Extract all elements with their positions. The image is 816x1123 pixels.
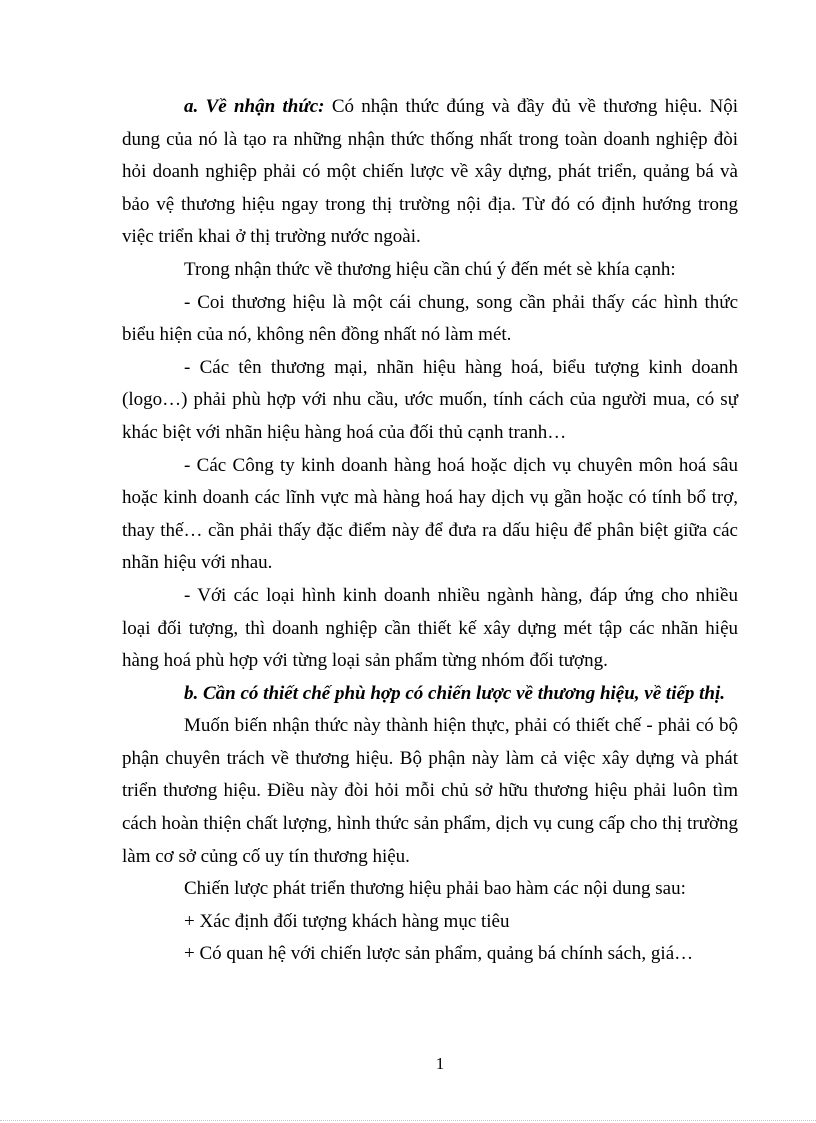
paragraph: Chiến lược phát triển thương hiệu phải bao hàm các nội dung sau: bbox=[184, 878, 686, 900]
page-divider bbox=[0, 1120, 816, 1121]
bullet-paragraph: - Các tên thương mại, nhãn hiệu hàng hoá, biểu tượng kinh doanh (logo…) phải phù hợp với nhu cầu, ước muốn, tính cách của người mua, có sự khác biệt với nhãn hiệu hàng hoá của đối thủ cạnh tranh… bbox=[122, 356, 738, 443]
bullet-paragraph: - Coi thương hiệu là một cái chung, song cần phải thấy các hình thức biểu hiện của nó, không nên đồng nhất nó làm mét. bbox=[122, 291, 738, 346]
section-a-heading: a. Về nhận thức: bbox=[184, 96, 325, 117]
paragraph-text: Có nhận thức đúng và đầy đủ về thương hiệu. Nội dung của nó là tạo ra những nhận thức thống nhất trong toàn doanh nghiệp đòi hỏi doanh nghiệp phải có một chiến lược về xây dựng, phát triển, quảng bá và bảo vệ thương hiệu ngay trong thị trường nội địa. Từ đó có định hướng trong việc triển khai ở thị trường nước ngoài. bbox=[122, 96, 738, 248]
page-number: 1 bbox=[435, 1054, 445, 1073]
body-text bbox=[122, 91, 738, 971]
bullet-paragraph: - Với các loại hình kinh doanh nhiều ngành hàng, đáp ứng cho nhiều loại đối tượng, thì doanh nghiệp cần thiết kế xây dựng mét tập các nhãn hiệu hàng hoá phù hợp với từng loại sản phẩm từng nhóm đối tượng. bbox=[122, 584, 738, 672]
section-b-heading: b. Cần có thiết chế phù hợp có chiến lược về thương hiệu, về tiếp thị. bbox=[184, 682, 726, 704]
paragraph: Trong nhận thức về thương hiệu cần chú ý đến mét sè khía cạnh: bbox=[184, 258, 676, 280]
bullet-paragraph: - Các Công ty kinh doanh hàng hoá hoặc dịch vụ chuyên môn hoá sâu hoặc kinh doanh các lĩnh vực mà hàng hoá hay dịch vụ gần hoặc có tính bổ trợ, thay thế… cần phải thấy đặc điểm này để đưa ra dấu hiệu để phân biệt giữa các nhãn hiệu với nhau. bbox=[122, 454, 738, 574]
list-item: + Xác định đối tượng khách hàng mục tiêu bbox=[184, 910, 510, 932]
list-item: + Có quan hệ với chiến lược sản phẩm, quảng bá chính sách, giá… bbox=[184, 943, 694, 965]
paragraph-awareness bbox=[122, 91, 738, 254]
paragraph: Muốn biến nhận thức này thành hiện thực, phải có thiết chế - phải có bộ phận chuyên trách về thương hiệu. Bộ phận này làm cả việc xây dựng và phát triển thương hiệu. Điều này đòi hỏi mỗi chủ sở hữu thương hiệu phải luôn tìm cách hoàn thiện chất lượng, hình thức sản phẩm, dịch vụ cung cấp cho thị trường làm cơ sở củng cố uy tín thương hiệu. bbox=[122, 715, 738, 867]
